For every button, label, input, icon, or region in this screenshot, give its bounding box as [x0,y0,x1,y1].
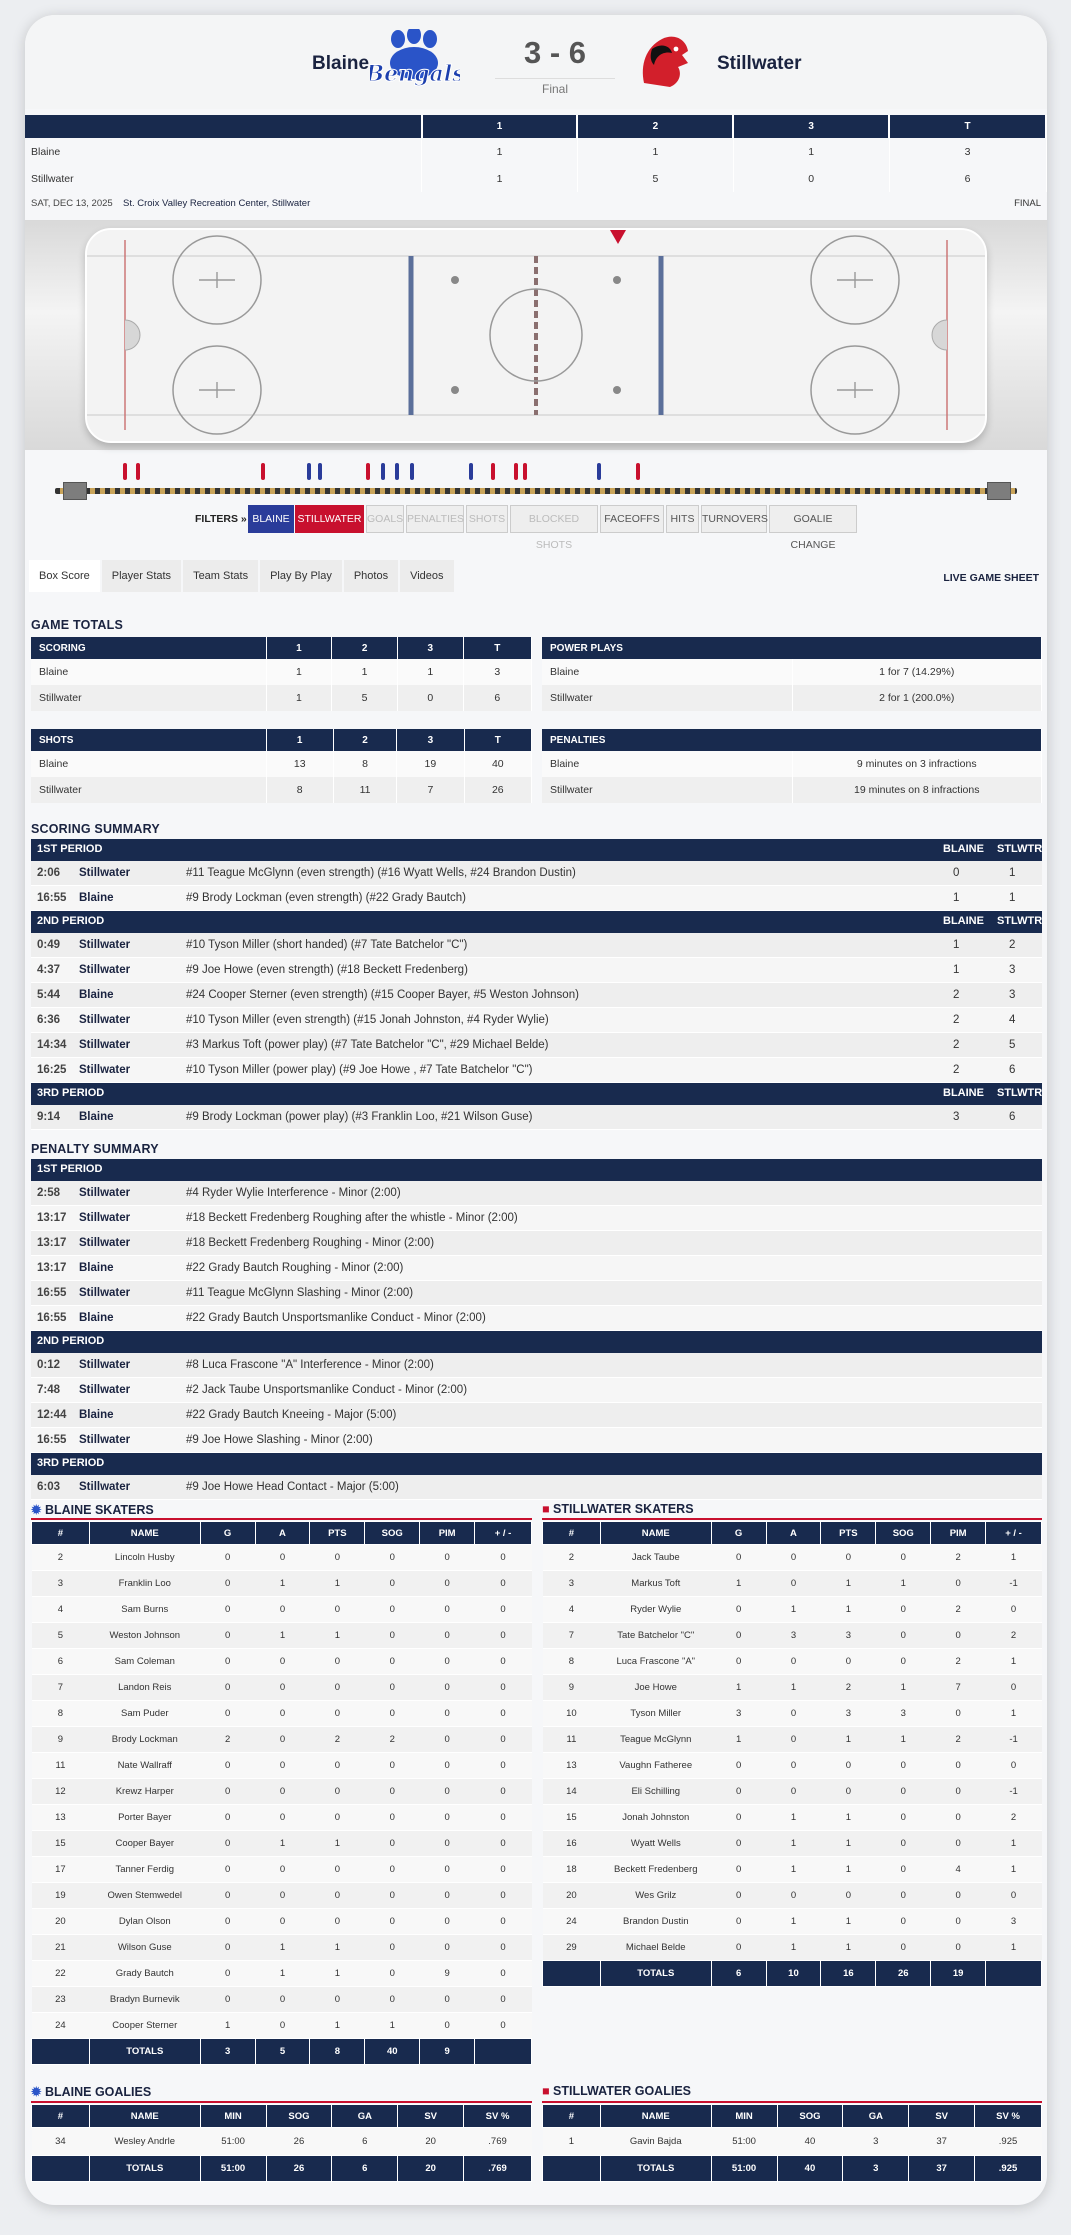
penalty-row: 16:55 Stillwater #9 Joe Howe Slashing - Minor (2:00) [31,1428,1042,1453]
penalty-row: 16:55 Stillwater #11 Teague McGlynn Slashing - Minor (2:00) [31,1281,1042,1306]
blaine-skaters-table [31,1521,532,2065]
scoring-summary [31,839,1042,1130]
penalties-table: PENALTIES Blaine 9 minutes on 3 infractions Stillwater 19 minutes on 8 infractions [542,729,1042,803]
ice-rink [85,228,987,443]
filter-faceoffs[interactable]: FACEOFFS [600,505,664,533]
live-game-sheet-link[interactable]: LIVE GAME SHEET [943,572,1039,584]
column-header: G [711,1522,766,1545]
column-header: SOG [876,1522,931,1545]
stillwater-goalies-title: ■ STILLWATER GOALIES [542,2084,691,2098]
column-header: # [543,2105,601,2128]
linescore-cell: 6 [889,165,1046,192]
period-header: 2ND PERIOD [31,1331,1042,1353]
period-3-header: 3 [733,115,889,138]
filter-blocked-shots[interactable]: BLOCKED SHOTS [510,505,598,533]
goal-row: 2:06 Stillwater #11 Teague McGlynn (even strength) (#16 Wyatt Wells, #24 Brandon Dustin) 0 1 [31,861,1042,886]
penalty-row: 13:17 Stillwater #18 Beckett Fredenberg Roughing after the whistle - Minor (2:00) [31,1206,1042,1231]
event-marker[interactable] [307,463,311,480]
total-header: T [889,115,1046,138]
player-row: 11 Nate Wallraff 0 0 0 0 0 0 [32,1753,532,1779]
blaine-goalies-title: ✹ BLAINE GOALIES [31,2085,152,2099]
player-row: 9 Joe Howe 1 1 2 1 7 0 [543,1675,1042,1701]
player-row: 7 Landon Reis 0 0 0 0 0 0 [32,1675,532,1701]
event-marker[interactable] [514,463,518,480]
column-header: # [32,1522,90,1545]
player-row: 8 Sam Puder 0 0 0 0 0 0 [32,1701,532,1727]
player-row: 13 Vaughn Fatheree 0 0 0 0 0 0 [543,1753,1042,1779]
shots-table: SHOTS 1 2 3 T Blaine 13 8 19 40 Stillwater 8 11 7 26 [31,729,532,803]
column-header: GA [843,2105,909,2128]
linescore-cell: 3 [889,138,1046,165]
penalty-row: 13:17 Stillwater #18 Beckett Fredenberg Roughing - Minor (2:00) [31,1231,1042,1256]
player-row: 15 Jonah Johnston 0 1 1 0 0 2 [543,1805,1042,1831]
final-score: 3 - 6 [523,35,587,70]
game-date: SAT, DEC 13, 2025 [31,198,113,209]
column-header: + / - [475,1522,532,1545]
player-row: 24 Cooper Sterner 1 0 1 1 0 0 [32,2013,532,2039]
page-frame [25,15,1047,2205]
player-row: 23 Bradyn Burnevik 0 0 0 0 0 0 [32,1987,532,2013]
player-row: 11 Teague McGlynn 1 0 1 1 2 -1 [543,1727,1042,1753]
event-marker[interactable] [636,463,640,480]
goal-row: 0:49 Stillwater #10 Tyson Miller (short handed) (#7 Tate Batchelor "C") 1 2 [31,933,1042,958]
event-marker[interactable] [381,463,385,480]
event-marker[interactable] [597,463,601,480]
event-marker[interactable] [491,463,495,480]
period-header: 2ND PERIOD BLAINE STLWTR [31,911,1042,933]
player-row: 20 Wes Grilz 0 0 0 0 0 0 [543,1883,1042,1909]
player-row: 3 Franklin Loo 0 1 1 0 0 0 [32,1571,532,1597]
penalty-summary [31,1159,1042,1500]
goal-row: 6:36 Stillwater #10 Tyson Miller (even strength) (#15 Jonah Johnston, #4 Ryder Wylie) 2 4 [31,1008,1042,1033]
goal-row: 5:44 Blaine #24 Cooper Sterner (even strength) (#15 Cooper Bayer, #5 Weston Johnson) 2 3 [31,983,1042,1008]
player-row: 13 Porter Bayer 0 0 0 0 0 0 [32,1805,532,1831]
goal-row: 16:55 Blaine #9 Brody Lockman (even strength) (#22 Grady Bautch) 1 1 [31,886,1042,911]
tab-player-stats[interactable]: Player Stats [102,560,181,592]
player-row: 9 Brody Lockman 2 0 2 2 0 0 [32,1727,532,1753]
linescore-cell: 0 [733,165,889,192]
ponies-logo [630,29,696,95]
player-row: 19 Owen Stemwedel 0 0 0 0 0 0 [32,1883,532,1909]
filters-label: FILTERS » [195,513,247,525]
scoring-summary-title: SCORING SUMMARY [31,822,160,836]
filter-stillwater[interactable]: STILLWATER [295,505,364,533]
event-marker[interactable] [469,463,473,480]
penalty-summary-title: PENALTY SUMMARY [31,1142,159,1156]
column-header: SV [398,2105,464,2128]
game-totals-title: GAME TOTALS [31,618,124,632]
column-header: # [543,1522,601,1545]
player-row: 17 Tanner Ferdig 0 0 0 0 0 0 [32,1857,532,1883]
scoring-table: SCORING 1 2 3 T Blaine 1 1 1 3 Stillwater 1 5 0 6 [31,637,532,711]
player-row: 5 Weston Johnson 0 1 1 0 0 0 [32,1623,532,1649]
totals-row: TOTALS 51:00 26 6 20 .769 [32,2156,532,2182]
horse-icon: ■ [542,2084,554,2098]
home-team-name[interactable]: Blaine [312,53,370,74]
column-header: # [32,2105,90,2128]
column-header: GA [332,2105,398,2128]
penalty-row: 13:17 Blaine #22 Grady Bautch Roughing - Minor (2:00) [31,1256,1042,1281]
period-header: 1ST PERIOD [31,1159,1042,1181]
player-row: 10 Tyson Miller 3 0 3 3 0 1 [543,1701,1042,1727]
penalty-row: 6:03 Stillwater #9 Joe Howe Head Contact - Major (5:00) [31,1475,1042,1500]
player-row: 2 Jack Taube 0 0 0 0 2 1 [543,1545,1042,1571]
svg-text:Bengals: Bengals [370,61,460,87]
column-header: SOG [266,2105,332,2128]
power-plays-table: POWER PLAYS Blaine 1 for 7 (14.29%) Stillwater 2 for 1 (200.0%) [542,637,1042,711]
linescore-cell: 1 [422,165,578,192]
linescore-cell: 1 [733,138,889,165]
player-row: 18 Beckett Fredenberg 0 1 1 0 4 1 [543,1857,1042,1883]
filter-hits[interactable]: HITS [666,505,699,533]
score-header [25,15,1047,109]
filter-bar [25,505,1047,551]
bengals-logo [370,29,460,95]
penalty-row: 7:48 Stillwater #2 Jack Taube Unsportsmanlike Conduct - Minor (2:00) [31,1378,1042,1403]
filter-blaine[interactable]: BLAINE [248,505,294,533]
event-marker[interactable] [410,463,414,480]
period-1-header: 1 [422,115,578,138]
event-marker[interactable] [523,463,527,480]
stillwater-skaters-table [542,1521,1042,1987]
column-header: PIM [931,1522,986,1545]
player-row: 6 Sam Coleman 0 0 0 0 0 0 [32,1649,532,1675]
penalty-row: 2:58 Stillwater #4 Ryder Wylie Interference - Minor (2:00) [31,1181,1042,1206]
player-row: 14 Eli Schilling 0 0 0 0 0 -1 [543,1779,1042,1805]
away-team-name[interactable]: Stillwater [717,53,802,74]
tab-box-score[interactable]: Box Score [29,560,100,592]
column-header: SOG [777,2105,843,2128]
paw-icon: ✹ [31,1503,45,1517]
player-row: 21 Wilson Guse 0 1 1 0 0 0 [32,1935,532,1961]
goal-row: 14:34 Stillwater #3 Markus Toft (power play) (#7 Tate Batchelor "C", #29 Michael Belde) 2 5 [31,1033,1042,1058]
player-row: 1 Gavin Bajda 51:00 40 3 37 .925 [543,2128,1042,2156]
timeline-pointer-icon [610,230,626,244]
column-header: NAME [89,2105,200,2128]
tab-photos[interactable]: Photos [344,560,398,592]
goal-row: 16:25 Stillwater #10 Tyson Miller (power play) (#9 Joe Howe , #7 Tate Batchelor "C") 2 6 [31,1058,1042,1083]
game-status: Final [495,78,615,96]
blaine-goalies-table [31,2104,532,2182]
column-header: + / - [986,1522,1042,1545]
tab-videos[interactable]: Videos [400,560,453,592]
player-row: 3 Markus Toft 1 0 1 1 0 -1 [543,1571,1042,1597]
period-2-header: 2 [577,115,733,138]
player-row: 7 Tate Batchelor "C" 0 3 3 0 0 2 [543,1623,1042,1649]
player-row: 29 Michael Belde 0 1 1 0 0 1 [543,1935,1042,1961]
column-header: G [200,1522,255,1545]
column-header: NAME [600,2105,711,2128]
column-header: A [255,1522,310,1545]
player-row: 22 Grady Bautch 0 1 1 0 9 0 [32,1961,532,1987]
player-row: 24 Brandon Dustin 0 1 1 0 0 3 [543,1909,1042,1935]
player-row: 8 Luca Frascone "A" 0 0 0 0 2 1 [543,1649,1042,1675]
tab-team-stats[interactable]: Team Stats [183,560,258,592]
period-header: 1ST PERIOD BLAINE STLWTR [31,839,1042,861]
totals-row: TOTALS 6 10 16 26 19 [543,1961,1042,1987]
player-row: 20 Dylan Olson 0 0 0 0 0 0 [32,1909,532,1935]
filter-shots[interactable]: SHOTS [466,505,508,533]
event-marker[interactable] [395,463,399,480]
column-header: PTS [310,1522,365,1545]
goal-row: 4:37 Stillwater #9 Joe Howe (even strength) (#18 Beckett Fredenberg) 1 3 [31,958,1042,983]
event-marker[interactable] [136,463,140,480]
column-header: A [766,1522,821,1545]
penalty-row: 12:44 Blaine #22 Grady Bautch Kneeing - Major (5:00) [31,1403,1042,1428]
event-marker[interactable] [318,463,322,480]
final-label: FINAL [1014,198,1041,209]
event-marker[interactable] [123,463,127,480]
linescore-team: Stillwater [25,165,422,192]
filter-goals[interactable]: GOALS [366,505,404,533]
player-row: 16 Wyatt Wells 0 1 1 0 0 1 [543,1831,1042,1857]
goal-row: 9:14 Blaine #9 Brody Lockman (power play) (#3 Franklin Loo, #21 Wilson Guse) 3 6 [31,1105,1042,1130]
column-header: SV % [464,2105,532,2128]
horse-icon: ■ [542,1502,554,1516]
blaine-skaters-title: ✹ BLAINE SKATERS [31,1503,154,1517]
player-row: 4 Ryder Wylie 0 1 1 0 2 0 [543,1597,1042,1623]
linescore-cell: 1 [577,138,733,165]
column-header: PTS [821,1522,876,1545]
player-row: 12 Krewz Harper 0 0 0 0 0 0 [32,1779,532,1805]
tab-bar [29,560,456,592]
filter-goalie-change[interactable]: GOALIE CHANGE [769,505,857,533]
column-header: NAME [600,1522,711,1545]
timeline-track[interactable] [55,488,1017,494]
event-marker[interactable] [261,463,265,480]
filter-turnovers[interactable]: TURNOVERS [701,505,767,533]
penalty-row: 0:12 Stillwater #8 Luca Frascone "A" Interference - Minor (2:00) [31,1353,1042,1378]
column-header: MIN [711,2105,777,2128]
penalty-row: 16:55 Blaine #22 Grady Bautch Unsportsmanlike Conduct - Minor (2:00) [31,1306,1042,1331]
period-header: 3RD PERIOD BLAINE STLWTR [31,1083,1042,1105]
column-header: MIN [200,2105,266,2128]
event-marker[interactable] [366,463,370,480]
linescore-cell: 1 [422,138,578,165]
stillwater-goalies-table [542,2104,1042,2182]
column-header: SV % [975,2105,1042,2128]
totals-row: TOTALS 51:00 40 3 37 .925 [543,2156,1042,2182]
player-row: 34 Wesley Andrle 51:00 26 6 20 .769 [32,2128,532,2156]
column-header: NAME [89,1522,200,1545]
player-row: 15 Cooper Bayer 0 1 1 0 0 0 [32,1831,532,1857]
tab-play-by-play[interactable]: Play By Play [260,560,342,592]
column-header: SOG [365,1522,420,1545]
timeline-handle-right[interactable] [987,482,1011,500]
linescore-team: Blaine [25,138,422,165]
venue-link[interactable]: St. Croix Valley Recreation Center, Stillwater [123,198,311,209]
stillwater-skaters-title: ■ STILLWATER SKATERS [542,1502,694,1516]
column-header: SV [909,2105,975,2128]
period-header: 3RD PERIOD [31,1453,1042,1475]
timeline-handle-left[interactable] [63,482,87,500]
filter-penalties[interactable]: PENALTIES [406,505,464,533]
player-row: 4 Sam Burns 0 0 0 0 0 0 [32,1597,532,1623]
totals-row: TOTALS 3 5 8 40 9 [32,2039,532,2065]
column-header: PIM [420,1522,475,1545]
linescore-cell: 5 [577,165,733,192]
paw-icon: ✹ [31,2085,45,2099]
player-row: 2 Lincoln Husby 0 0 0 0 0 0 [32,1545,532,1571]
line-score [25,115,1047,214]
